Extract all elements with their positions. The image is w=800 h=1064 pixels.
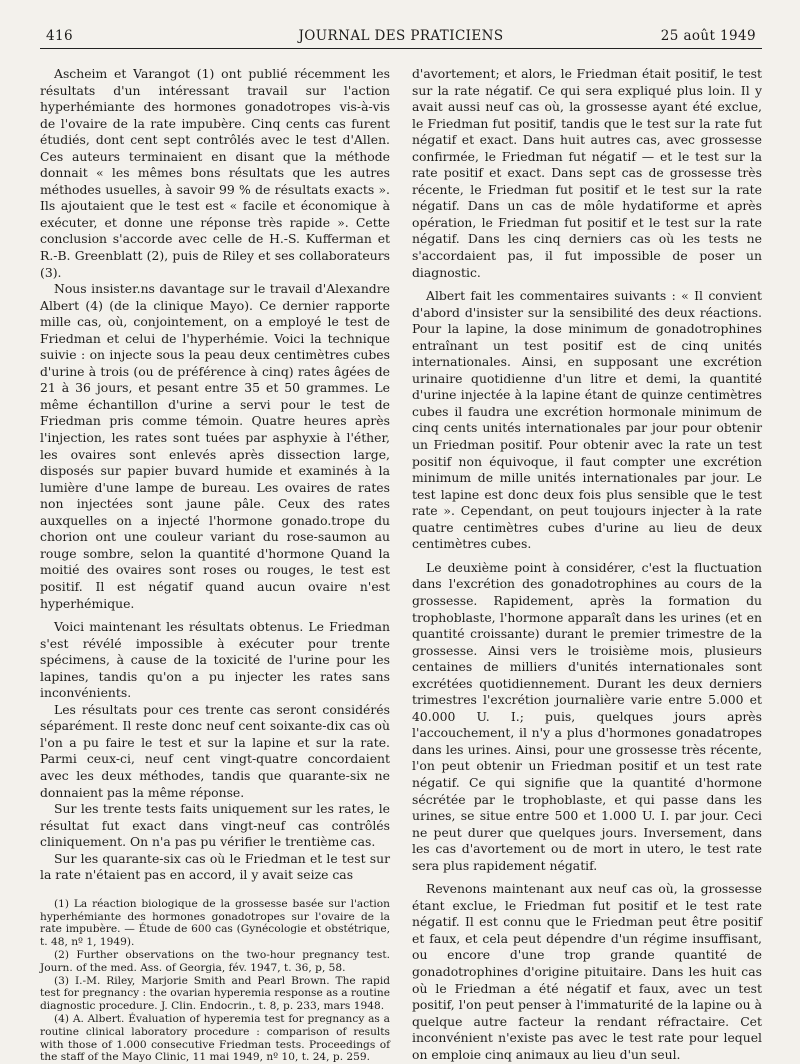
footnote: (4) A. Albert. Évaluation of hyperemia test for pregnancy as a routine clinical laboratory procedure : comparison of results with those of 1.000 consecutive Friedman tests. Proceedings of the staff of the Mayo Clinic, 11 mai 1949, nº 10, t. 24, p. 259. [40,1012,390,1064]
issue-date: 25 août 1949 [660,28,756,44]
paragraph: Sur les quarante-six cas où le Friedman et le test sur la rate n'étaient pas en accord, il y avait seize cas [40,850,390,883]
left-column [40,66,390,1064]
article-body [40,66,762,1064]
journal-title: JOURNAL DES PRATICIENS [298,28,504,44]
paragraph: Les résultats pour ces trente cas seront considérés séparément. Il reste donc neuf cent soixante-dix cas où l'on a pu faire le test et sur la lapine et sur la rate. Parmi ceux-ci, neuf cent vingt-quatre concordaient avec les deux méthodes, tandis que quarante-six ne donnaient pas la même réponse. [40,701,390,800]
paragraph: d'avortement; et alors, le Friedman était positif, le test sur la rate négatif. Ce qui sera expliqué plus loin. Il y avait aussi neuf cas où, la grossesse ayant été exclue, le Friedman fut positif, tandis que le test sur la rate fut négatif et exact. Dans huit autres cas, avec grossesse confirmée, le Friedman fut négatif — et le test sur la rate positif et exact. Dans sept cas de grossesse très récente, le Friedman fut positif et le test sur la rate négatif. Dans un cas de môle hydatiforme et après opération, le Friedman fut positif et le test sur la rate négatif. Dans les cinq derniers cas où les tests ne s'accordaient pas, il fut impossible de poser un diagnostic. [412,66,762,280]
journal-page [40,22,762,1064]
paragraph: Le deuxième point à considérer, c'est la fluctuation dans l'excrétion des gonadotrophines au cours de la grossesse. Rapidement, après la formation du trophoblaste, l'hormone apparaît dans les urines (et en quantité croissante) durant le premier trimestre de la grossesse. Ainsi vers le troisième mois, plusieurs centaines de milliers d'unités internationales sont excrétées quotidiennement. Durant les deux derniers trimestres l'excrétion journalière varie entre 5.000 et 40.000 U. I.; puis, quelques jours après l'accouchement, il n'y a plus d'hormones gonadatropes dans les urines. Ainsi, pour une grossesse très récente, l'on peut obtenir un Friedman positif et un test rate négatif. Ce qui signifie que la quantité d'hormone sécrétée par le trophoblaste, et qui passe dans les urines, se situe entre 500 et 1.000 U. I. par jour. Ceci ne peut durer que quelques jours. Inversement, dans les cas d'avortement ou de mort in utero, le test rate sera plus rapidement négatif. [412,559,762,873]
paragraph: Ascheim et Varangot (1) ont publié récemment les résultats d'un intéressant travail sur l'action hyperhémiante des hormones gonadotropes vis-à-vis de l'ovaire de la rate impubère. Cinq cents cas furent étudiés, dont cent sept contrôlés avec le test d'Allen. Ces auteurs terminaient en disant que la méthode donnait « les mêmes bons résultats que les autres méthodes usuelles, à savoir 99 % de résultats exacts ». Ils ajoutaient que le test est « facile et économique à exécuter, et donne une réponse très rapide ». Cette conclusion s'accorde avec celle de H.-S. Kufferman et R.-B. Greenblatt (2), puis de Riley et ses collaborateurs (3). [40,66,390,280]
paragraph: Revenons maintenant aux neuf cas où, la grossesse étant exclue, le Friedman fut positif et le test rate négatif. Il est connu que le Friedman peut être positif et faux, et cela peut dépendre d'un régime insuffisant, ou encore d'une trop grande quantité de gonadotrophines d'origine pituitaire. Dans les huit cas où le Friedman a été négatif et faux, avec un test positif, l'on peut penser à l'immaturité de la lapine ou à quelque autre facteur la rendant réfractaire. Cet inconvénient n'existe pas avec le test rate pour lequel on emploie cinq animaux au lieu d'un seul. [412,881,762,1062]
paragraph: Nous insister.ns davantage sur le travail d'Alexandre Albert (4) (de la clinique Mayo). Ce dernier rapporte mille cas, où, conjointement, on a employé le test de Friedman et celui de l'hyperhémie. Voici la technique suivie : on injecte sous la peau deux centimètres cubes d'urine à trois (ou de préférence à cinq) rates âgées de 21 à 36 jours, et pesant entre 35 et 50 grammes. Le même échantillon d'urine a servi pour le test de Friedman pris comme témoin. Quatre heures après l'injection, les rates sont tuées par asphyxie à l'éther, les ovaires sont enlevés après dissection large, disposés sur papier buvard humide et examinés à la lumière d'une lampe de bureau. Les ovaires de rates non injectées sont jaune pâle. Ceux des rates auxquelles on a injecté l'hormone gonado.trope du chorion ont une couleur variant du rose-saumon au rouge sombre, selon la quantité d'hormone Quand la moitié des ovaires sont roses ou rouges, le test est positif. Il est négatif quand aucun ovaire n'est hyperhémique. [40,281,390,611]
footnote: (2) Further observations on the two-hour pregnancy test. Journ. of the med. Ass. of Georgia, fév. 1947, t. 36, p, 58. [40,948,390,974]
right-column [412,66,762,1062]
running-header [40,22,762,49]
paragraph: Sur les trente tests faits uniquement sur les rates, le résultat fut exact dans vingt-neuf cas contrôlés cliniquement. On n'a pas pu vérifier le trentième cas. [40,801,390,850]
footnote: (1) La réaction biologique de la grossesse basée sur l'action hyperhémiante des hormones gonadotropes sur l'ovaire de la rate impubère. — Étude de 600 cas (Gynécologie et obstétrique, t. 48, nº 1, 1949). [40,897,390,949]
footnotes [40,898,390,1064]
page-number: 416 [46,28,73,44]
footnote: (3) I.-M. Riley, Marjorie Smith and Pearl Brown. The rapid test for pregnancy : the ovarian hyperemia response as a routine diagnostic procedure. J. Clin. Endocrin., t. 8, p. 233, mars 1948. [40,974,390,1013]
paragraph: Voici maintenant les résultats obtenus. Le Friedman s'est révélé impossible à exécuter pour trente spécimens, à cause de la toxicité de l'urine pour les lapines, tandis qu'on a pu injecter les rates sans inconvénients. [40,619,390,701]
paragraph: Albert fait les commentaires suivants : « Il convient d'abord d'insister sur la sensibilité des deux réactions. Pour la lapine, la dose minimum de gonadotrophines entraînant un test positif est de cinq unités internationales. Ainsi, en supposant une excrétion urinaire quotidienne d'un litre et demi, la quantité d'urine injectée à la lapine étant de quinze centimètres cubes il faudra une excrétion hormonale minimum de cinq cents unités internationales par jour pour obtenir un Friedman positif. Pour obtenir avec la rate un test positif non équivoque, il faut compter une excrétion minimum de mille unités internationales par jour. Le test lapine est donc deux fois plus sensible que le test rate ». Cependant, on peut toujours injecter à la rate quatre centimètres cubes d'urine au lieu de deux centimètres cubes. [412,288,762,552]
